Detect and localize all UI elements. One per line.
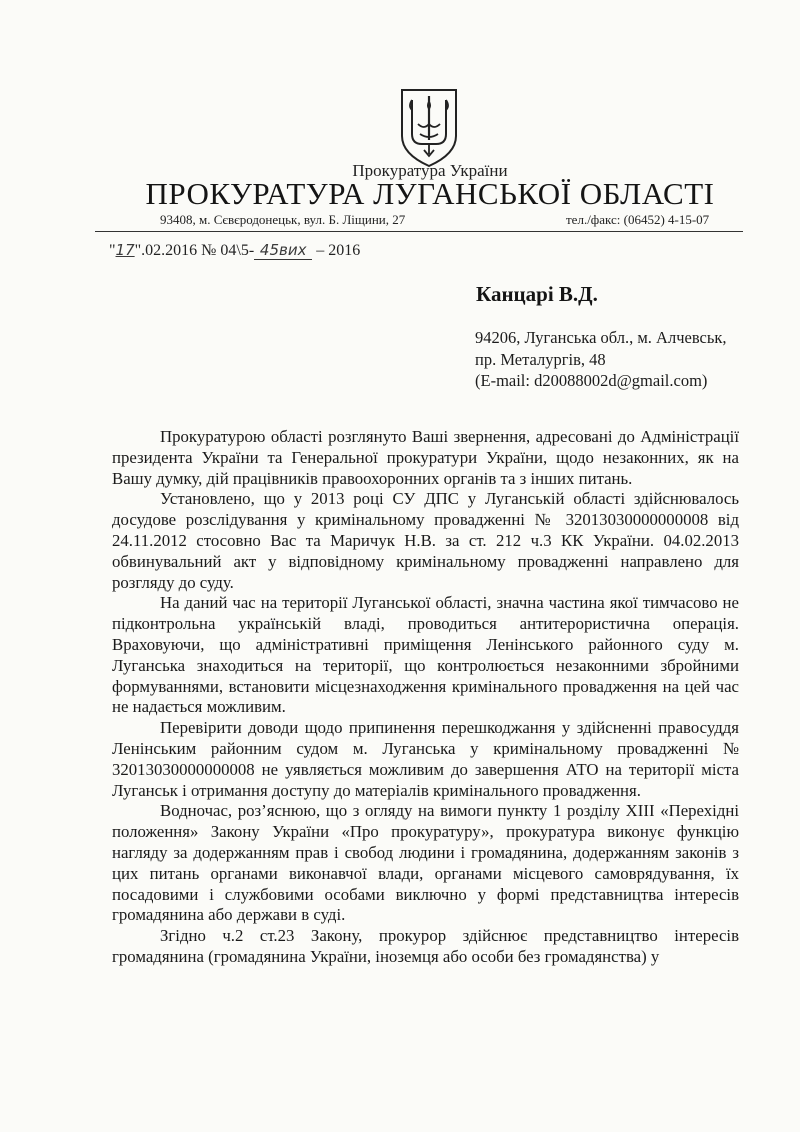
org-phone: тел./факс: (06452) 4-15-07 [566, 212, 710, 227]
body-paragraph-2: Установлено, що у 2013 році СУ ДПС у Луганській області здійснювалось досудове розслідування у кримінальному провадженні № 32013030000000008 від 24.11.2012 стосовно Вас та Маричук Н.В. за ст. 212 ч.3 КК України. 04.02.2013 обвинувальний акт у відповідному кримінальному провадженні направлено для розгляду до суду. [112, 489, 739, 592]
ref-day-handwritten: 17 [115, 241, 135, 259]
org-address: 93408, м. Сєвєродонецьк, вул. Б. Ліщини, 27 [160, 212, 406, 227]
letter-body [112, 427, 739, 968]
recipient-name: Канцарі В.Д. [476, 282, 598, 306]
body-paragraph-3: На даний час на території Луганської області, значна частина якої тимчасово не підконтрольна українській владі, проводиться антитерористична операція. Враховуючи, що адміністративні приміщення Ленінського районного суду м. Луганська знаходиться на території, що контролюється незаконними збройними формуваннями, встановити місцезнаходження кримінального провадження на цей час не надається можливим. [112, 593, 739, 717]
org-small-title: Прокуратура України [352, 161, 508, 180]
org-big-title: ПРОКУРАТУРА ЛУГАНСЬКОЇ ОБЛАСТІ [145, 176, 715, 211]
ref-handwritten-number: 45вих [254, 241, 312, 260]
trident-emblem-icon [398, 88, 460, 168]
ref-year-suffix: – 2016 [312, 242, 361, 259]
ref-quote-open: " [109, 242, 116, 259]
outgoing-reference [109, 241, 360, 260]
body-paragraph-5: Водночас, роз’яснюю, що з огляду на вимоги пункту 1 розділу XIII «Перехідні положення» Закону України «Про прокуратуру», прокуратура виконує функцію нагляду за додержанням прав і свобод людини і громадянина, додержанням законів з цих питань органами виконавчої влади, органами місцевого самоврядування, їх посадовими і службовими особами виключно у формі представництва інтересів громадянина або держави в суді. [112, 801, 739, 925]
recipient-address-line2: пр. Металургів, 48 [475, 349, 606, 369]
body-paragraph-6: Згідно ч.2 ст.23 Закону, прокурор здійснює представництво інтересів громадянина (громадянина України, іноземця або особи без громадянства) у [112, 926, 739, 966]
recipient-email: (E-mail: d20088002d@gmail.com) [475, 371, 708, 390]
recipient-address-block [475, 327, 727, 392]
body-paragraph-1: Прокуратурою області розглянуто Ваші звернення, адресовані до Адміністрації президента України та Генеральної прокуратури України, щодо незаконних, як на Вашу думку, дій працівників правоохоронних органів та з інших питань. [112, 427, 739, 488]
ref-date-number: ".02.2016 № 04\5- [134, 242, 255, 259]
body-paragraph-4: Перевірити доводи щодо припинення перешкоджання у здійсненні правосуддя Ленінським районним судом м. Луганська у кримінальному провадженні № 32013030000000008 не уявляється можливим до завершення АТО на території міста Луганськ і отримання доступу до матеріалів кримінального провадження. [112, 718, 739, 800]
header-divider [95, 231, 743, 232]
recipient-address-line1: 94206, Луганська обл., м. Алчевськ, [475, 328, 727, 347]
